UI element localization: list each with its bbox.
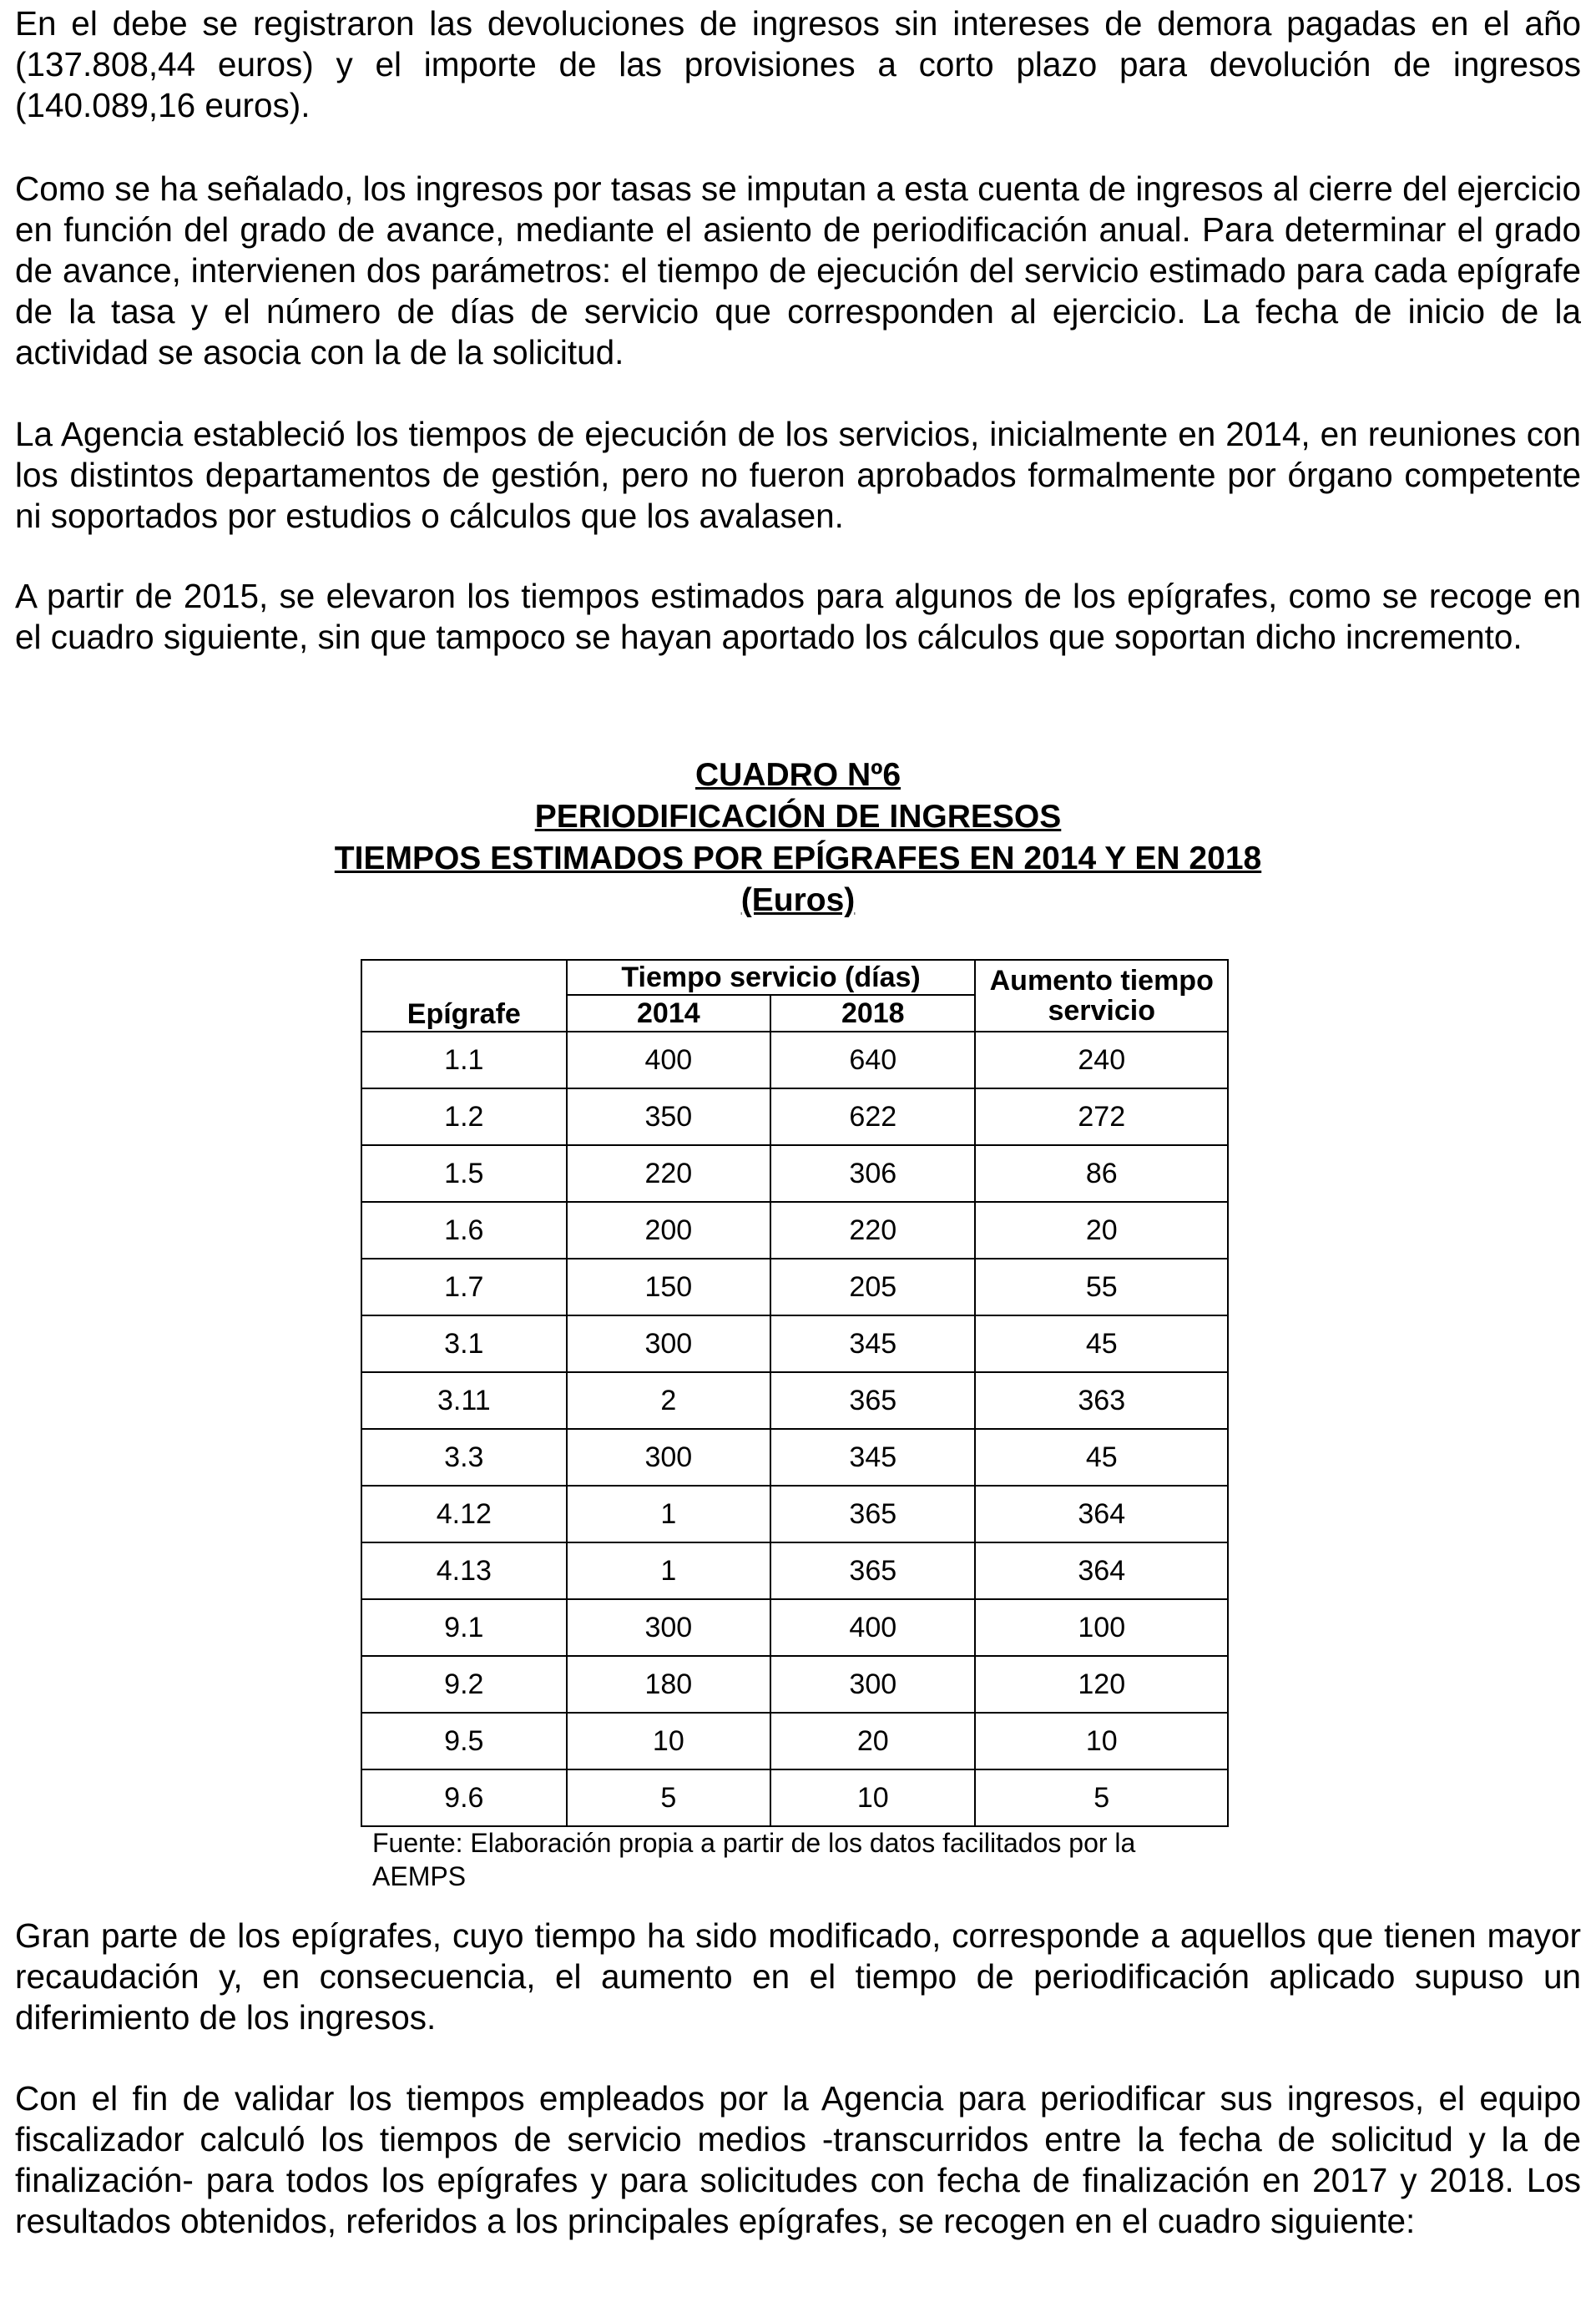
cell-2018: 306 — [770, 1145, 975, 1202]
paragraph-tiempos-2015: A partir de 2015, se elevaron los tiempos estimados para algunos de los epígrafes, como se recoge en el cuadro siguiente, sin que tampoco se hayan aportado los cálculos que soportan dicho incremento. — [15, 577, 1581, 656]
table-row — [361, 1372, 1228, 1429]
cell-aumento: 364 — [975, 1542, 1228, 1599]
paragraph-imputacion-tasas: Como se ha señalado, los ingresos por tasas se imputan a esta cuenta de ingresos al cierre del ejercicio en función del grado de avance, mediante el asiento de periodificación anual. Para determinar el grado de avance, intervienen dos parámetros: el tiempo de ejecución del servicio estimado para cada epígrafe de la tasa y el número de días de servicio que corresponden al ejercicio. La fecha de inicio de la actividad se asocia con la de la solicitud. — [15, 169, 1581, 371]
cell-epigrafe: 3.11 — [361, 1372, 567, 1429]
header-aumento: Aumento tiempo servicio — [975, 960, 1228, 1032]
cell-2014: 200 — [567, 1202, 770, 1259]
cell-aumento: 10 — [975, 1713, 1228, 1769]
cell-2018: 10 — [770, 1769, 975, 1826]
table-row — [361, 1088, 1228, 1145]
table-units: (Euros) — [740, 882, 856, 918]
table-row — [361, 1542, 1228, 1599]
cell-2014: 1 — [567, 1542, 770, 1599]
cell-2018: 300 — [770, 1656, 975, 1713]
cell-aumento: 20 — [975, 1202, 1228, 1259]
cell-2018: 345 — [770, 1315, 975, 1372]
header-year-2014: 2014 — [567, 995, 770, 1032]
cell-2018: 365 — [770, 1542, 975, 1599]
cell-2018: 640 — [770, 1032, 975, 1088]
table-title-line-2: PERIODIFICACIÓN DE INGRESOS — [534, 799, 1062, 835]
table-row — [361, 1429, 1228, 1486]
cell-2014: 300 — [567, 1315, 770, 1372]
cell-aumento: 45 — [975, 1429, 1228, 1486]
cell-2014: 150 — [567, 1259, 770, 1315]
table-row — [361, 1315, 1228, 1372]
cell-epigrafe: 1.6 — [361, 1202, 567, 1259]
tiempos-table — [361, 959, 1229, 1827]
paragraph-tiempos-2014: La Agencia estableció los tiempos de ejecución de los servicios, inicialmente en 2014, en reuniones con los distintos departamentos de gestión, pero no fueron aprobados formalmente por órgano competente ni soportados por estudios o cálculos que los avalasen. — [15, 415, 1581, 535]
cell-epigrafe: 1.2 — [361, 1088, 567, 1145]
cell-2018: 365 — [770, 1486, 975, 1542]
cell-2018: 345 — [770, 1429, 975, 1486]
cell-aumento: 100 — [975, 1599, 1228, 1656]
cell-aumento: 55 — [975, 1259, 1228, 1315]
paragraph-validacion-tiempos: Con el fin de validar los tiempos empleados por la Agencia para periodificar sus ingresos, el equipo fiscalizador calculó los tiempos de servicio medios -transcurridos entre la fecha de solicitud y la de finalización- para todos los epígrafes y para solicitudes con fecha de finalización en 2017 y 2018. Los resultados obtenidos, referidos a los principales epígrafes, se recogen en el cuadro siguiente: — [15, 2079, 1581, 2240]
cell-aumento: 272 — [975, 1088, 1228, 1145]
cell-epigrafe: 3.1 — [361, 1315, 567, 1372]
cell-epigrafe: 9.1 — [361, 1599, 567, 1656]
header-tiempo-servicio: Tiempo servicio (días) — [567, 960, 976, 995]
cell-2014: 1 — [567, 1486, 770, 1542]
cell-aumento: 5 — [975, 1769, 1228, 1826]
table-row — [361, 1032, 1228, 1088]
cell-aumento: 363 — [975, 1372, 1228, 1429]
table-row — [361, 1599, 1228, 1656]
cell-2014: 350 — [567, 1088, 770, 1145]
cell-epigrafe: 1.7 — [361, 1259, 567, 1315]
cell-2018: 622 — [770, 1088, 975, 1145]
cell-epigrafe: 4.13 — [361, 1542, 567, 1599]
cell-epigrafe: 9.2 — [361, 1656, 567, 1713]
cell-2014: 300 — [567, 1429, 770, 1486]
paragraph-epigrafes-modificados: Gran parte de los epígrafes, cuyo tiempo ha sido modificado, corresponde a aquellos que tienen mayor recaudación y, en consecuencia, el aumento en el tiempo de periodificación aplicado supuso un diferimiento de los ingresos. — [15, 1916, 1581, 2037]
cell-2014: 180 — [567, 1656, 770, 1713]
table-title-line-3: TIEMPOS ESTIMADOS POR EPÍGRAFES EN 2014 Y EN 2018 — [334, 840, 1262, 876]
cell-aumento: 240 — [975, 1032, 1228, 1088]
cell-2018: 400 — [770, 1599, 975, 1656]
table-row — [361, 1145, 1228, 1202]
table-row — [361, 1259, 1228, 1315]
cell-2014: 400 — [567, 1032, 770, 1088]
cell-2014: 2 — [567, 1372, 770, 1429]
cell-2018: 220 — [770, 1202, 975, 1259]
cell-2014: 300 — [567, 1599, 770, 1656]
header-year-2018: 2018 — [770, 995, 975, 1032]
cell-2014: 5 — [567, 1769, 770, 1826]
cell-aumento: 86 — [975, 1145, 1228, 1202]
table-row — [361, 1202, 1228, 1259]
cell-2018: 365 — [770, 1372, 975, 1429]
cell-2014: 10 — [567, 1713, 770, 1769]
cell-epigrafe: 4.12 — [361, 1486, 567, 1542]
table-title-block — [284, 755, 1312, 921]
cell-epigrafe: 9.6 — [361, 1769, 567, 1826]
cell-2014: 220 — [567, 1145, 770, 1202]
cell-aumento: 120 — [975, 1656, 1228, 1713]
cell-epigrafe: 9.5 — [361, 1713, 567, 1769]
cell-2018: 205 — [770, 1259, 975, 1315]
cell-epigrafe: 1.5 — [361, 1145, 567, 1202]
table-row — [361, 1713, 1228, 1769]
header-epigrafe: Epígrafe — [361, 960, 567, 1032]
table-row — [361, 1656, 1228, 1713]
cell-aumento: 364 — [975, 1486, 1228, 1542]
cell-2018: 20 — [770, 1713, 975, 1769]
cell-aumento: 45 — [975, 1315, 1228, 1372]
cell-epigrafe: 3.3 — [361, 1429, 567, 1486]
paragraph-devoluciones: En el debe se registraron las devoluciones de ingresos sin intereses de demora pagadas en el año (137.808,44 euros) y el importe de las provisiones a corto plazo para devolución de ingresos (140.089,16 euros). — [15, 4, 1581, 124]
table-number-title: CUADRO Nº6 — [694, 757, 902, 793]
cell-epigrafe: 1.1 — [361, 1032, 567, 1088]
table-source-note: Fuente: Elaboración propia a partir de los datos facilitados por la AEMPS — [372, 1828, 1136, 1891]
table-row — [361, 1769, 1228, 1826]
table-row — [361, 1486, 1228, 1542]
